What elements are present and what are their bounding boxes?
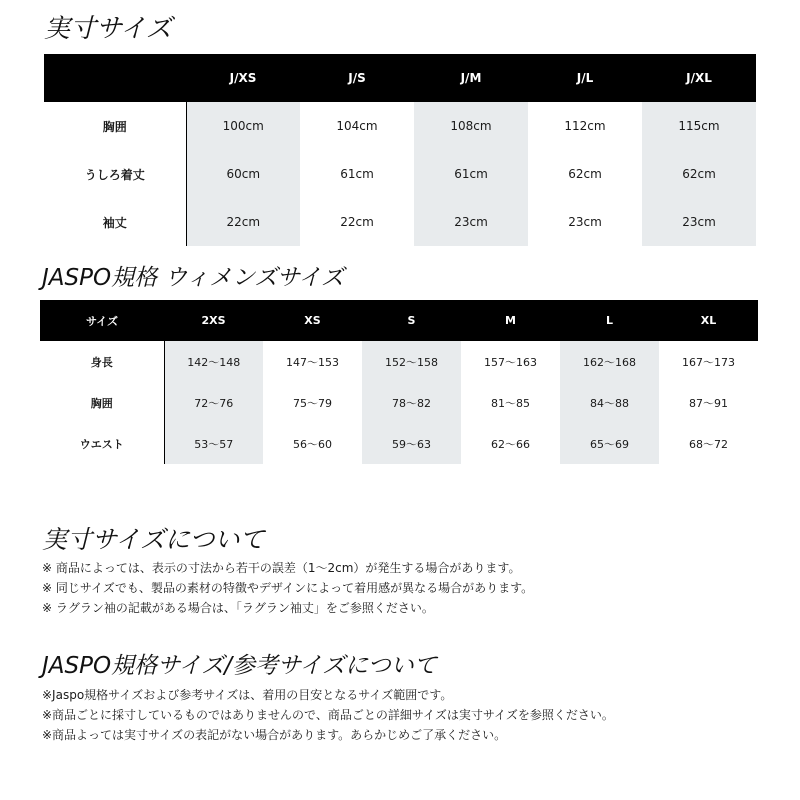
header-cell: S [362,300,461,341]
header-cell: 2XS [164,300,263,341]
table-cell: 75〜79 [293,396,332,410]
note-line: ※商品ごとに採寸しているものではありませんので、商品ごとの詳細サイズは実寸サイズを参照ください。 [42,708,614,722]
table-cell: 59〜63 [362,423,461,464]
header-cell [44,54,186,102]
header-cell: J/S [300,54,414,102]
table-cell: 23cm [414,198,528,246]
table-cell: 60cm [186,150,300,198]
table-cell: 112cm [564,119,606,133]
table-cell: 152〜158 [362,341,461,382]
about-actual-title: 実寸サイズについて [42,525,265,554]
table-cell: 62cm [642,150,756,198]
row-label: ウエスト [40,423,164,464]
table-row [44,150,756,198]
table-cell: 108cm [414,102,528,150]
note-line: ※ ラグラン袖の記載がある場合は、「ラグラン袖丈」をご参照ください。 [42,601,434,615]
row-label: 胸囲 [40,382,164,423]
table-cell: 61cm [414,150,528,198]
note-line: ※Jaspo規格サイズおよび参考サイズは、着用の目安となるサイズ範囲です。 [42,688,453,702]
header-cell: XS [263,300,362,341]
table-cell: 56〜60 [293,437,332,451]
header-cell: サイズ [40,300,164,341]
header-cell: J/XL [642,54,756,102]
table-cell: 157〜163 [484,355,537,369]
table-cell: 23cm [642,198,756,246]
table-cell: 84〜88 [560,382,659,423]
note-line: ※ 商品によっては、表示の寸法から若干の誤差（1〜2cm）が発生する場合があります。 [42,561,521,575]
table-cell: 81〜85 [491,396,530,410]
table-cell: 147〜153 [286,355,339,369]
header-cell: XL [659,300,758,341]
row-label: 袖丈 [44,198,186,246]
header-cell: J/L [528,54,642,102]
table-row [40,423,758,464]
table-cell: 78〜82 [362,382,461,423]
table-cell: 65〜69 [560,423,659,464]
table-cell: 87〜91 [689,396,728,410]
about-jaspo-notes [42,685,614,745]
table-cell: 115cm [642,102,756,150]
table-cell: 100cm [186,102,300,150]
table-cell: 23cm [568,215,602,229]
table-cell: 22cm [186,198,300,246]
note-line: ※ 同じサイズでも、製品の素材の特徴やデザインによって着用感が異なる場合があります。 [42,581,534,595]
table-row [40,341,758,382]
note-line: ※商品よっては実寸サイズの表記がない場合があります。あらかじめご了承ください。 [42,728,507,742]
table-cell: 104cm [336,119,378,133]
jaspo-women-table [40,300,759,464]
table-cell: 142〜148 [164,341,263,382]
table-header-row [40,300,758,341]
table-row [44,102,756,150]
table-cell: 62〜66 [491,437,530,451]
table-cell: 22cm [340,215,374,229]
header-cell: M [461,300,560,341]
jaspo-women-title: JASPO規格 ウィメンズサイズ [42,265,345,291]
actual-size-title: 実寸サイズ [44,14,172,44]
table-cell: 53〜57 [164,423,263,464]
table-header-row [44,54,756,102]
table-cell: 61cm [340,167,374,181]
about-jaspo-title: JASPO規格サイズ/参考サイズについて [42,653,437,679]
row-label: 身長 [40,341,164,382]
table-row [40,382,758,423]
actual-size-table [44,54,756,246]
row-label: 胸囲 [44,102,186,150]
header-cell: J/XS [186,54,300,102]
table-cell: 72〜76 [164,382,263,423]
header-cell: L [560,300,659,341]
table-cell: 62cm [568,167,602,181]
header-cell: J/M [414,54,528,102]
about-actual-notes [42,558,533,618]
table-cell: 162〜168 [560,341,659,382]
table-row [44,198,756,246]
row-label: うしろ着丈 [44,150,186,198]
table-cell: 167〜173 [682,355,735,369]
table-cell: 68〜72 [689,437,728,451]
